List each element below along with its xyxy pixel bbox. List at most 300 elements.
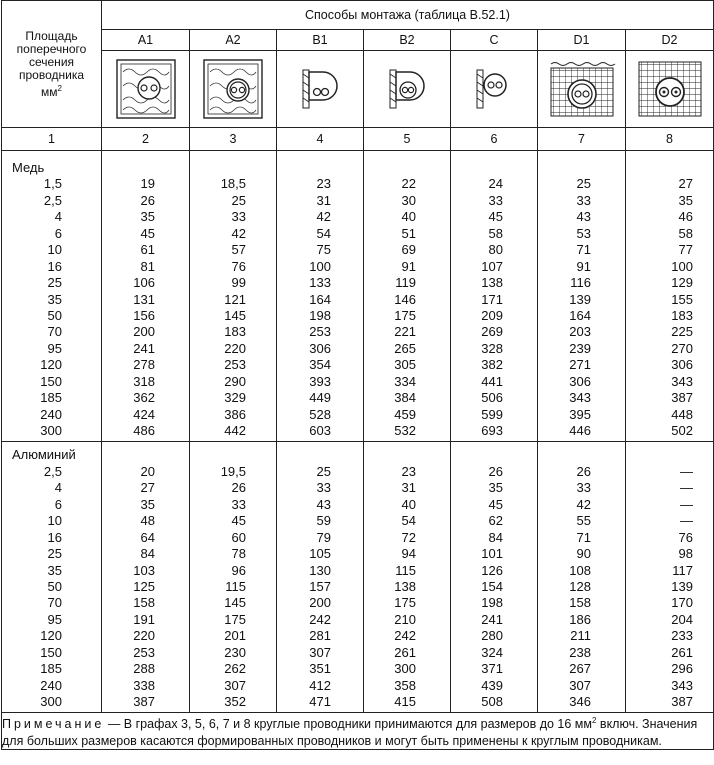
ampacity-value: 183 [671,307,693,323]
ampacity-value: 200 [309,595,331,611]
ampacity-value: 139 [569,291,591,307]
ampacity-value: 27 [678,176,693,192]
ampacity-value: 384 [394,390,416,406]
ampacity-value: 53 [576,225,591,241]
method-b1-icon [277,51,364,128]
ampacity-value: 60 [231,529,246,545]
ampacity-value: 119 [395,275,416,291]
ampacity-value: 328 [481,340,503,356]
column-number: 4 [277,128,364,151]
cross-section-size: 35 [47,291,62,307]
copper-material-label: Медь [12,160,45,175]
ampacity-value: 116 [570,275,591,291]
ampacity-value: 58 [678,225,693,241]
cross-section-size: 6 [54,225,62,241]
ampacity-value: 362 [133,390,155,406]
area-label-line: Площадь [25,28,78,43]
aluminium-material-label: Алюминий [12,447,76,463]
column-number: 2 [102,128,190,151]
ampacity-value: 101 [481,546,503,562]
ampacity-value: 156 [133,307,155,323]
ampacity-value: 382 [481,357,503,373]
cross-section-size: 35 [47,562,62,578]
ampacity-value: 329 [224,390,246,406]
column-number: 3 [190,128,277,151]
ampacity-value: 33 [231,209,246,225]
ampacity-value: 115 [225,578,246,594]
ampacity-value: 158 [133,595,155,611]
ampacity-value: 307 [569,677,591,693]
ampacity-value: 253 [133,644,155,660]
ampacity-value: 35 [140,496,155,512]
ampacity-value: 131 [133,291,155,307]
ampacity-value: 307 [309,644,331,660]
ampacity-value: 448 [671,406,693,422]
ampacity-table [1,0,714,750]
ampacity-value: 54 [316,225,331,241]
ampacity-value: 76 [678,529,693,545]
ampacity-value: 25 [231,192,246,208]
ampacity-value: 175 [224,611,246,627]
ampacity-value: 31 [316,192,331,208]
ampacity-value: 387 [133,694,155,709]
ampacity-value: 26 [576,463,591,479]
note-prefix: Примечание [2,717,105,732]
ampacity-value: 210 [394,611,416,627]
ampacity-value: 18,5 [220,176,246,192]
ampacity-value: 220 [224,340,246,356]
cross-section-size: 120 [40,628,62,644]
ampacity-value: 307 [224,677,246,693]
area-unit: $мм^2$ [41,83,62,99]
ampacity-value: 441 [481,373,503,389]
ampacity-value: 424 [133,406,155,422]
ampacity-value: 449 [309,390,331,406]
ampacity-value: 125 [133,578,155,594]
ampacity-value: 98 [678,546,693,562]
ampacity-value: 280 [481,628,503,644]
cross-section-size: 70 [47,595,62,611]
ampacity-value: 19 [140,176,155,192]
ampacity-value: 71 [576,242,591,258]
cross-section-size: 95 [47,611,62,627]
ampacity-value: 343 [671,677,693,693]
ampacity-value: 318 [133,373,155,389]
ampacity-value: 233 [671,628,693,644]
ampacity-value: — [680,480,693,496]
ampacity-value: 45 [140,225,155,241]
cross-section-size: 300 [40,694,62,709]
ampacity-value: 395 [569,406,591,422]
ampacity-value: 446 [569,423,591,438]
method-b2-icon [364,51,451,128]
ampacity-value: 84 [140,546,155,562]
cross-section-size: 2,5 [43,192,62,208]
cross-section-size: 95 [47,340,62,356]
ampacity-value: 23 [401,463,416,479]
cross-section-size: 25 [47,275,62,291]
method-name-d1: D1 [538,30,626,51]
method-d1-icon [538,51,626,128]
cross-section-size: 10 [47,242,62,258]
ampacity-value: 99 [231,275,246,291]
ampacity-value: 128 [569,578,591,594]
ampacity-value: 100 [671,258,693,274]
ampacity-value: 115 [395,562,416,578]
ampacity-value: 253 [309,324,331,340]
ampacity-value: 528 [309,406,331,422]
ampacity-value: 25 [576,176,591,192]
copper-column-b1 [277,151,364,442]
cross-section-size: 2,5 [43,463,62,479]
ampacity-value: 107 [481,258,503,274]
ampacity-value: 439 [481,677,503,693]
method-name-b2: B2 [364,30,451,51]
ampacity-value: 138 [394,578,416,594]
ampacity-value: 508 [481,694,503,709]
ampacity-value: 26 [488,463,503,479]
area-label-line: поперечного [16,41,87,56]
ampacity-value: 386 [224,406,246,422]
area-column-header [2,1,102,128]
ampacity-value: 238 [569,644,591,660]
ampacity-value: 261 [394,644,416,660]
note-sup: 2 [592,716,597,726]
cross-section-size: 185 [40,661,62,677]
note-line2: включ. Значения для больших размеров касаются формированных проводников и могут быть применены к круглым проводникам. [2,717,698,748]
ampacity-value: 191 [133,611,155,627]
ampacity-value: 358 [394,677,416,693]
ampacity-value: 288 [133,661,155,677]
ampacity-value: 183 [224,324,246,340]
ampacity-value: 334 [394,373,416,389]
ampacity-value: 121 [224,291,246,307]
ampacity-value: 108 [569,562,591,578]
cross-section-size: 185 [40,390,62,406]
aluminium-column-d1 [538,442,626,713]
ampacity-value: 105 [309,546,331,562]
ampacity-value: 306 [309,340,331,356]
ampacity-value: 64 [140,529,155,545]
ampacity-value: 221 [394,324,416,340]
ampacity-value: 203 [569,324,591,340]
cross-section-size: 70 [47,324,62,340]
ampacity-value: 242 [394,628,416,644]
ampacity-value: 62 [488,513,503,529]
cross-section-size: 50 [47,307,62,323]
ampacity-value: 157 [309,578,331,594]
ampacity-value: 26 [231,480,246,496]
ampacity-value: 129 [671,275,693,291]
method-a2-icon [190,51,277,128]
ampacity-value: 23 [316,176,331,192]
aluminium-sizes-column [2,442,102,713]
note-line1: — В графах 3, 5, 6, 7 и 8 круглые проводники принимаются для размеров до 16 мм [104,717,592,732]
ampacity-value: 486 [133,423,155,438]
ampacity-value: 171 [481,291,503,307]
ampacity-value: 46 [678,209,693,225]
ampacity-value: 145 [224,307,246,323]
ampacity-value: 241 [133,340,155,356]
copper-column-d1 [538,151,626,442]
cross-section-size: 300 [40,423,62,438]
ampacity-value: 186 [569,611,591,627]
ampacity-value: 155 [671,291,693,307]
ampacity-value: 27 [140,480,155,496]
ampacity-value: 58 [488,225,503,241]
ampacity-value: 42 [316,209,331,225]
ampacity-value: 79 [316,529,331,545]
ampacity-value: 33 [488,192,503,208]
aluminium-column-b2 [364,442,451,713]
copper-sizes-column [2,151,102,442]
ampacity-value: 91 [576,258,591,274]
method-a1-icon [102,51,190,128]
column-number: 8 [626,128,714,151]
ampacity-value: 459 [394,406,416,422]
ampacity-value: 198 [309,307,331,323]
cross-section-size: 16 [47,258,62,274]
ampacity-value: — [680,463,693,479]
ampacity-value: 351 [309,661,331,677]
copper-column-a2 [190,151,277,442]
ampacity-value: 346 [569,694,591,709]
ampacity-value: 133 [309,275,331,291]
ampacity-value: 242 [309,611,331,627]
ampacity-value: 45 [231,513,246,529]
ampacity-value: 204 [671,611,693,627]
ampacity-value: 90 [576,546,591,562]
ampacity-value: 51 [401,225,416,241]
method-name-c: C [451,30,538,51]
method-c-icon [451,51,538,128]
cross-section-size: 25 [47,546,62,562]
ampacity-value: 33 [576,480,591,496]
ampacity-value: 81 [140,258,155,274]
ampacity-value: 103 [133,562,155,578]
cross-section-size: 4 [54,209,62,225]
ampacity-value: 201 [224,628,246,644]
ampacity-value: 78 [231,546,246,562]
ampacity-value: 175 [394,307,416,323]
ampacity-value: 20 [140,463,155,479]
ampacity-value: 59 [316,513,331,529]
ampacity-value: 306 [569,373,591,389]
ampacity-value: 387 [671,390,693,406]
ampacity-value: 230 [224,644,246,660]
ampacity-value: 305 [394,357,416,373]
ampacity-value: 40 [401,209,416,225]
ampacity-value: 170 [671,595,693,611]
table-note [2,713,714,749]
ampacity-value: 80 [488,242,503,258]
ampacity-value: 506 [481,390,503,406]
ampacity-value: 42 [576,496,591,512]
ampacity-value: 130 [309,562,331,578]
aluminium-column-d2 [626,442,714,713]
ampacity-value: 43 [576,209,591,225]
ampacity-value: 94 [401,546,416,562]
cross-section-size: 16 [47,529,62,545]
ampacity-value: 281 [309,628,331,644]
ampacity-value: 48 [140,513,155,529]
method-name-d2: D2 [626,30,714,51]
ampacity-value: 61 [140,242,155,258]
ampacity-value: 290 [224,373,246,389]
ampacity-value: 324 [481,644,503,660]
ampacity-value: 502 [671,423,693,438]
cross-section-size: 240 [40,406,62,422]
area-label-line: проводника [18,67,84,82]
ampacity-value: — [680,496,693,512]
copper-column-c [451,151,538,442]
aluminium-column-a2 [190,442,277,713]
column-number: 7 [538,128,626,151]
ampacity-table-page [1,0,713,750]
ampacity-value: 164 [309,291,331,307]
ampacity-value: 26 [140,192,155,208]
ampacity-value: 75 [316,242,331,258]
cross-section-size: 1,5 [43,176,62,192]
ampacity-value: 343 [671,373,693,389]
ampacity-value: 138 [481,275,503,291]
ampacity-value: 154 [481,578,503,594]
ampacity-value: 84 [488,529,503,545]
ampacity-value: 31 [401,480,416,496]
ampacity-value: 532 [394,423,416,438]
copper-column-b2 [364,151,451,442]
method-name-a1: A1 [102,30,190,51]
ampacity-value: 412 [309,677,331,693]
ampacity-value: — [680,513,693,529]
ampacity-value: 145 [224,595,246,611]
ampacity-value: 261 [671,644,693,660]
ampacity-value: 253 [224,357,246,373]
column-number: 6 [451,128,538,151]
column-number: 1 [2,128,102,151]
ampacity-value: 270 [671,340,693,356]
ampacity-value: 225 [671,324,693,340]
ampacity-value: 354 [309,357,331,373]
ampacity-value: 371 [481,661,503,677]
ampacity-value: 239 [569,340,591,356]
ampacity-value: 471 [309,694,331,709]
aluminium-column-a1 [102,442,190,713]
ampacity-value: 35 [140,209,155,225]
ampacity-value: 603 [309,423,331,438]
ampacity-value: 77 [678,242,693,258]
ampacity-value: 241 [481,611,503,627]
ampacity-value: 200 [133,324,155,340]
ampacity-value: 271 [569,357,591,373]
column-number: 5 [364,128,451,151]
ampacity-value: 262 [224,661,246,677]
cross-section-size: 50 [47,578,62,594]
cross-section-size: 120 [40,357,62,373]
ampacity-value: 269 [481,324,503,340]
ampacity-value: 352 [224,694,246,709]
ampacity-value: 211 [570,628,591,644]
ampacity-value: 33 [576,192,591,208]
ampacity-value: 35 [678,192,693,208]
ampacity-value: 209 [481,307,503,323]
aluminium-column-c [451,442,538,713]
ampacity-value: 69 [401,242,416,258]
ampacity-value: 71 [576,529,591,545]
aluminium-column-b1 [277,442,364,713]
ampacity-value: 42 [231,225,246,241]
area-label-line: сечения [28,54,75,69]
ampacity-value: 33 [231,496,246,512]
ampacity-value: 139 [671,578,693,594]
ampacity-value: 35 [488,480,503,496]
ampacity-value: 25 [316,463,331,479]
ampacity-value: 415 [394,694,416,709]
method-name-a2: A2 [190,30,277,51]
cross-section-size: 240 [40,677,62,693]
ampacity-value: 343 [569,390,591,406]
ampacity-value: 55 [576,513,591,529]
ampacity-value: 599 [481,406,503,422]
methods-title: Способы монтажа (таблица В.52.1) [102,1,714,30]
ampacity-value: 117 [672,562,693,578]
cross-section-size: 150 [40,373,62,389]
ampacity-value: 442 [224,423,246,438]
ampacity-value: 40 [401,496,416,512]
method-d2-icon [626,51,714,128]
ampacity-value: 45 [488,496,503,512]
ampacity-value: 300 [394,661,416,677]
ampacity-value: 693 [481,423,503,438]
ampacity-value: 296 [671,661,693,677]
ampacity-value: 198 [481,595,503,611]
ampacity-value: 265 [394,340,416,356]
copper-column-d2 [626,151,714,442]
ampacity-value: 76 [231,258,246,274]
ampacity-value: 126 [481,562,503,578]
ampacity-value: 33 [316,480,331,496]
ampacity-value: 267 [569,661,591,677]
cross-section-size: 150 [40,644,62,660]
ampacity-value: 106 [133,275,155,291]
ampacity-value: 30 [401,192,416,208]
ampacity-value: 220 [133,628,155,644]
copper-column-a1 [102,151,190,442]
ampacity-value: 164 [569,307,591,323]
ampacity-value: 91 [401,258,416,274]
ampacity-value: 24 [488,176,503,192]
ampacity-value: 158 [569,595,591,611]
ampacity-value: 100 [309,258,331,274]
ampacity-value: 72 [401,529,416,545]
cross-section-size: 10 [47,513,62,529]
method-name-b1: B1 [277,30,364,51]
ampacity-value: 387 [671,694,693,709]
cross-section-size: 4 [54,480,62,496]
ampacity-value: 306 [671,357,693,373]
ampacity-value: 96 [231,562,246,578]
ampacity-value: 22 [401,176,416,192]
ampacity-value: 175 [394,595,416,611]
ampacity-value: 146 [394,291,416,307]
cross-section-size: 6 [54,496,62,512]
ampacity-value: 19,5 [220,463,246,479]
ampacity-value: 278 [133,357,155,373]
ampacity-value: 45 [488,209,503,225]
ampacity-value: 57 [231,242,246,258]
ampacity-value: 54 [401,513,416,529]
ampacity-value: 338 [133,677,155,693]
